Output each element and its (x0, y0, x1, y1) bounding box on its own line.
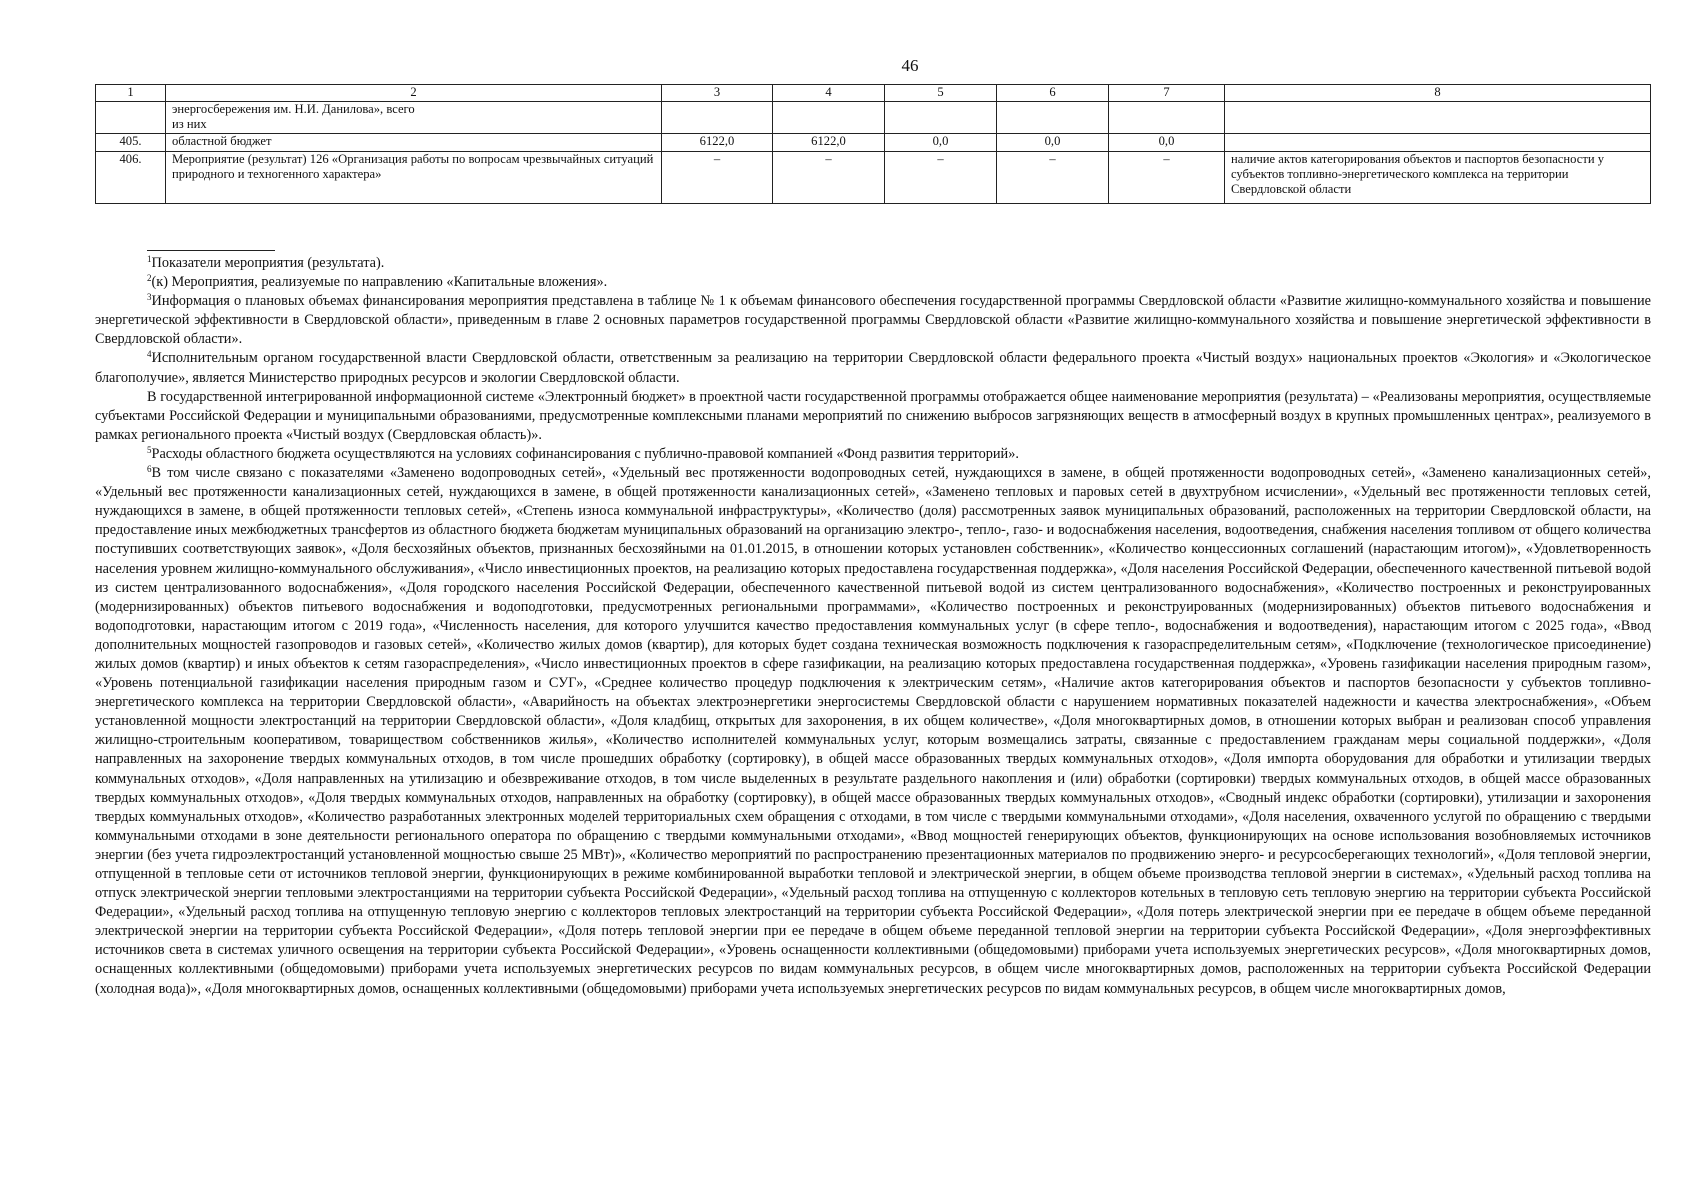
footnote-text: Информация о плановых объемах финансирования мероприятия представлена в таблице № 1 к объемам финансового обеспечения государственной программы Свердловской области «Развитие жилищно-коммунального хозяйства и повышение энергетической эффективности в Свердловской области», приведенным в главе 2 основных параметров государственной программы Свердловской области «Развитие жилищно-коммунального хозяйства и повышение энергетической эффективности в Свердловской области». (95, 293, 1651, 348)
row-number: 405. (96, 134, 166, 152)
footnote-text: В государственной интегрированной информационной системе «Электронный бюджет» в проектной части государственной программы отображается общее наименование мероприятия (результата) – «Реализованы мероприятия, осуществляемые субъектами Российской Федерации и муниципальными образованиями, предусмотренные комплексными планами мероприятий по снижению выбросов загрязняющих веществ в атмосферный воздух в крупных промышленных центрах», реализуемого в рамках регионального проекта «Чистый воздух (Свердловская область)». (95, 388, 1651, 443)
footnote-mark: 4 (147, 349, 152, 360)
cell-value: – (885, 152, 997, 204)
footnote-1 (95, 254, 1651, 273)
table-row (96, 152, 1651, 204)
footnote-text: Показатели мероприятия (результата). (151, 255, 385, 271)
header-cell: 2 (166, 85, 662, 102)
footnote-mark: 1 (147, 254, 152, 264)
table-row (96, 102, 1651, 134)
footnote-3 (95, 292, 1651, 349)
cell-value: 6122,0 (773, 134, 885, 152)
footnote-mark: 2 (147, 273, 152, 284)
table-row (96, 134, 1651, 152)
header-cell: 6 (997, 85, 1109, 102)
cell-result (1225, 102, 1651, 134)
cell-value: – (662, 152, 773, 204)
footnotes (95, 254, 1651, 999)
footnote-text: В том числе связано с показателями «Заменено водопроводных сетей», «Удельный вес протяженности водопроводных сетей, нуждающихся в замене, в общей протяженности водопроводных сетей», «Заменено канализационных сетей», «Удельный вес протяженности канализационных сетей, нуждающихся в замене, в общей протяженности канализационных сетей», «Заменено тепловых и паровых сетей в двухтрубном исчислении», «Удельный вес протяженности тепловых сетей, нуждающихся в замене, в общей протяженности тепловых сетей», «Степень износа коммунальной инфраструктуры», «Количество (доля) рассмотренных заявок муниципальных образований, расположенных на территории Свердловской области, на предоставление иных межбюджетных трансфертов из областного бюджета бюджетам муниципальных образований на организацию электро-, тепло-, газо- и водоснабжения населения, водоотведения, снабжения населения топливом от общего количества поступивших соответствующих заявок», «Доля бесхозяйных объектов, признанных бесхозяйными на 01.01.2015, в отношении которых установлен собственник», «Количество концессионных соглашений (нарастающим итогом)», «Удовлетворенность населения уровнем жилищно-коммунального обслуживания», «Число инвестиционных проектов, на реализацию которых предоставлена государственная поддержка», «Доля населения Российской Федерации, обеспеченного качественной питьевой водой из систем централизованного водоснабжения», «Доля городского населения Российской Федерации, обеспеченного качественной питьевой водой из систем централизованного водоснабжения», «Количество построенных и реконструированных (модернизированных) объектов питьевого водоснабжения и водоподготовки, предусмотренных региональными программами», «Количество построенных и реконструированных (модернизированных) объектов питьевого водоснабжения и водоподготовки, нарастающим итогом с 2019 года», «Численность населения, для которого улучшится качество предоставления коммунальных услуг (в сфере тепло-, водоснабжения и водоотведения), нарастающим итогом с 2025 года», «Ввод дополнительных мощностей газопроводов и газовых сетей», «Количество жилых домов (квартир), для которых будет создана техническая возможность подключения к газораспределительным сетям», «Подключение (технологическое присоединение) жилых домов (квартир) и иных объектов к сетям газораспределения», «Число инвестиционных проектов в сфере газификации, на реализацию которых предоставлена государственная поддержка», «Уровень газификации населения природным газом», «Уровень потенциальной газификации населения природным газом и СУГ», «Среднее количество процедур подключения к электрическим сетям», «Наличие актов категорирования объектов и паспортов безопасности у субъектов топливно-энергетического комплекса на территории Свердловской области», «Аварийность на объектах электроэнергетики энергосистемы Свердловской области с нарушением нормативных показателей надежности и качества электроснабжения», «Объем установленной мощности электростанций на территории Свердловской области», «Доля кладбищ, открытых для захоронения, в их общем количестве», «Доля многоквартирных домов, в отношении которых выбран и реализован способ управления жилищно-строительным кооперативом, товариществом собственников жилья», «Количество исполнителей коммунальных услуг, которым возмещались затраты, связанные с предоставлением гражданам меры социальной поддержки», «Доля направленных на захоронение твердых коммунальных отходов, в том числе прошедших обработку (сортировку), в общей массе образованных твердых коммунальных отходов», «Доля импорта оборудования для обработки и утилизации твердых коммунальных отходов», «Доля направленных на утилизацию и обезвреживание отходов, в том числе выделенных в результате раздельного накопления и (или) обработки (сортировки) твердых коммунальных отходов, в общей массе образованных твердых коммунальных отходов», «Доля твердых коммунальных отходов, направленных на обработку (сортировку), в общей массе образованных твердых коммунальных отходов», «Сводный индекс обработки (сортировки), утилизации и захоронения твердых коммунальных отходов», «Количество разработанных электронных моделей территориальных схем обращения с отходами, в том числе с твердыми коммунальными отходами», «Доля населения, охваченного услугой по обращению с твердыми коммунальными отходами в зоне деятельности регионального оператора по обращению с твердыми коммунальными отходами», «Ввод мощностей генерирующих объектов, функционирующих на основе использования возобновляемых источников энергии (без учета гидроэлектростанций установленной мощностью свыше 25 МВт)», «Количество мероприятий по распространению презентационных материалов по продвижению энерго- и ресурсосберегающих технологий», «Доля тепловой энергии, отпущенной в тепловые сети от источников тепловой энергии, функционирующих в режиме комбинированной выработки тепловой и электрической энергии, в общем объеме производства тепловой энергии в системах», «Удельный расход топлива на отпуск электрической энергии тепловыми электростанциями на территории субъекта Российской Федерации», «Удельный расход топлива на отпущенную с коллекторов котельных в тепловую сеть тепловую энергию на территории субъекта Российской Федерации», «Удельный расход топлива на отпущенную тепловую энергию с коллекторов тепловых электростанций на территории субъекта Российской Федерации», «Доля потерь электрической энергии при ее передаче в общем объеме переданной электрической энергии на территории субъекта Российской Федерации», «Доля потерь тепловой энергии при ее передаче в общем объеме переданной тепловой энергии на территории субъекта Российской Федерации», «Доля энергоэффективных источников света в системах уличного освещения на территории субъекта Российской Федерации», «Уровень оснащенности коллективными (общедомовыми) приборами учета используемых энергетических ресурсов», «Доля многоквартирных домов, оснащенных коллективными (общедомовыми) приборами учета используемых энергетических ресурсов по видам коммунальных ресурсов, в общем числе многоквартирных домов, расположенных на территории субъекта Российской Федерации (холодная вода)», «Доля многоквартирных домов, оснащенных коллективными (общедомовыми) приборами учета используемых энергетических ресурсов по видам коммунальных ресурсов, в общем числе многоквартирных домов, (95, 465, 1651, 997)
cell-value (997, 102, 1109, 134)
data-table (95, 84, 1651, 204)
header-cell: 7 (1109, 85, 1225, 102)
header-cell: 4 (773, 85, 885, 102)
row-number: 406. (96, 152, 166, 204)
footnote-text: Расходы областного бюджета осуществляются на условиях софинансирования с публично-правовой компанией «Фонд развития территорий». (151, 445, 1019, 462)
cell-value: 6122,0 (662, 134, 773, 152)
table-header-row (96, 85, 1651, 102)
header-cell: 5 (885, 85, 997, 102)
cell-value: – (997, 152, 1109, 204)
footnote-5 (95, 445, 1651, 464)
row-text: энергосбережения им. Н.И. Данилова», всего из них (166, 102, 662, 134)
footnote-4 (95, 349, 1651, 387)
header-cell: 3 (662, 85, 773, 102)
header-cell: 1 (96, 85, 166, 102)
footnote-4-continued (95, 388, 1651, 445)
cell-value (885, 102, 997, 134)
footnote-text: Исполнительным органом государственной власти Свердловской области, ответственным за реализацию на территории Свердловской области федерального проекта «Чистый воздух» национальных проектов «Экология» и «Экологическое благополучие», является Министерство природных ресурсов и экологии Свердловской области. (95, 350, 1651, 386)
cell-result: наличие актов категорирования объектов и паспортов безопасности у субъектов топливно-энергетического комплекса на территории Свердловской области (1225, 152, 1651, 204)
cell-value (773, 102, 885, 134)
footnote-separator (147, 250, 275, 251)
row-number (96, 102, 166, 134)
row-text: Мероприятие (результат) 126 «Организация работы по вопросам чрезвычайных ситуаций природного и техногенного характера» (166, 152, 662, 204)
footnote-text: (к) Мероприятия, реализуемые по направлению «Капитальные вложения». (151, 274, 608, 291)
cell-value: – (1109, 152, 1225, 204)
cell-result (1225, 134, 1651, 152)
header-cell: 8 (1225, 85, 1651, 102)
cell-value: 0,0 (997, 134, 1109, 152)
footnote-mark: 3 (147, 292, 152, 303)
row-text: областной бюджет (166, 134, 662, 152)
cell-value: 0,0 (1109, 134, 1225, 152)
footnote-6 (95, 464, 1651, 999)
cell-value (662, 102, 773, 134)
footnote-2 (95, 273, 1651, 292)
page-number: 46 (901, 56, 919, 75)
cell-value: 0,0 (885, 134, 997, 152)
cell-value (1109, 102, 1225, 134)
footnote-mark: 5 (147, 444, 152, 455)
cell-value: – (773, 152, 885, 204)
footnote-mark: 6 (147, 464, 152, 475)
